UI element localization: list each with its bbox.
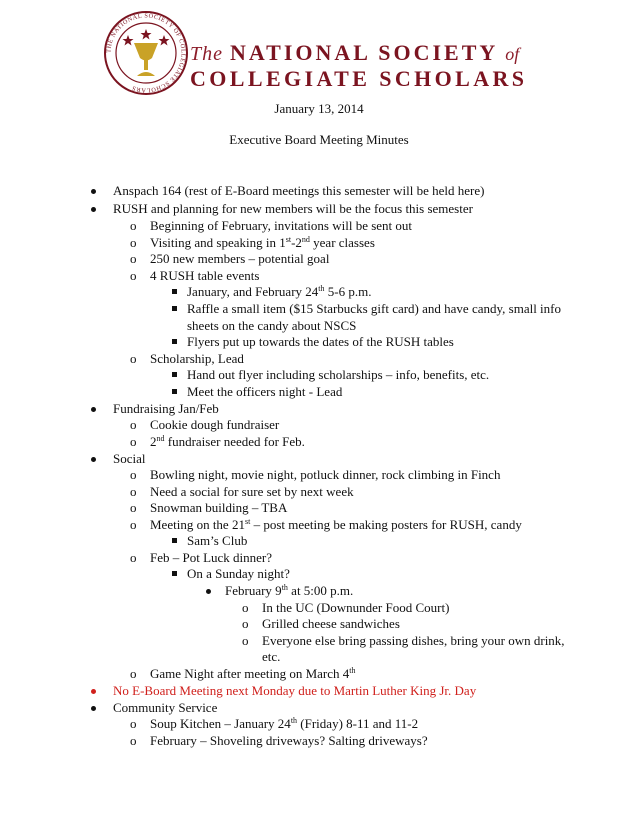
bullet-circle-icon: o — [130, 666, 137, 681]
bullet-circle-icon: o — [130, 351, 137, 366]
bullet-circle-icon: o — [130, 550, 137, 565]
list-item: January, and February 24th 5-6 p.m. — [187, 284, 371, 300]
bullet-circle-icon: o — [130, 268, 137, 283]
bullet-dot-icon — [91, 189, 96, 194]
list-item: o Bowling night, movie night, potluck dinner, rock climbing in Finch — [130, 467, 501, 482]
list-item: o 250 new members – potential goal — [130, 251, 330, 266]
list-item: o Game Night after meeting on March 4th — [130, 666, 356, 681]
bullet-circle-icon: o — [130, 434, 137, 449]
bullet-square-icon — [172, 538, 177, 543]
org-name-top: NATIONAL SOCIETY — [230, 40, 499, 65]
bullet-circle-icon: o — [130, 235, 137, 250]
list-item-continued: etc. — [262, 649, 281, 664]
society-seal-logo — [103, 10, 189, 96]
list-item: o Cookie dough fundraiser — [130, 417, 280, 432]
bullet-square-icon — [172, 289, 177, 294]
list-item: Raffle a small item ($15 Starbucks gift card) and have candy, small info — [187, 301, 561, 317]
list-item: RUSH and planning for new members will be the focus this semester — [113, 201, 473, 217]
list-item-highlight: No E-Board Meeting next Monday due to Martin Luther King Jr. Day — [113, 683, 476, 699]
list-item: On a Sunday night? — [187, 566, 290, 582]
bullet-square-icon — [172, 372, 177, 377]
bullet-circle-icon: o — [130, 251, 137, 266]
bullet-circle-icon: o — [242, 633, 249, 648]
list-item: o Meeting on the 21st – post meeting be making posters for RUSH, candy — [130, 517, 522, 532]
org-name-line-1 — [190, 40, 519, 66]
org-of: of — [505, 44, 520, 64]
bullet-square-icon — [172, 339, 177, 344]
list-item: o Feb – Pot Luck dinner? — [130, 550, 273, 565]
list-item: Meet the officers night - Lead — [187, 384, 342, 400]
list-item: o 4 RUSH table events — [130, 268, 260, 283]
list-item: Social — [113, 451, 146, 467]
list-item: Anspach 164 (rest of E-Board meetings this semester will be held here) — [113, 183, 484, 199]
bullet-dot-icon — [206, 589, 211, 594]
list-item: o 2nd fundraiser needed for Feb. — [130, 434, 305, 449]
org-name-line-2: COLLEGIATE SCHOLARS — [190, 66, 528, 91]
bullet-circle-icon: o — [130, 716, 137, 731]
list-item: Community Service — [113, 700, 217, 716]
list-item: Sam’s Club — [187, 533, 247, 549]
bullet-circle-icon: o — [130, 484, 137, 499]
bullet-square-icon — [172, 389, 177, 394]
meeting-date: January 13, 2014 — [274, 101, 364, 116]
list-item: o Scholarship, Lead — [130, 351, 244, 366]
bullet-circle-icon: o — [130, 517, 137, 532]
list-item: February 9th at 5:00 p.m. — [225, 583, 353, 599]
bullet-circle-icon: o — [130, 218, 137, 233]
bullet-dot-icon — [91, 706, 96, 711]
bullet-circle-icon: o — [130, 733, 137, 748]
list-item: o Need a social for sure set by next week — [130, 484, 354, 499]
bullet-circle-icon: o — [242, 616, 249, 631]
org-the: The — [190, 43, 223, 65]
list-item: o Beginning of February, invitations will be sent out — [130, 218, 413, 233]
list-item: Flyers put up towards the dates of the RUSH tables — [187, 334, 454, 350]
bullet-dot-icon — [91, 689, 96, 694]
list-item: o Visiting and speaking in 1st-2nd year classes — [130, 235, 375, 250]
bullet-dot-icon — [91, 207, 96, 212]
bullet-dot-icon — [91, 457, 96, 462]
list-item: o Everyone else bring passing dishes, bring your own drink, — [242, 633, 565, 648]
list-item: o In the UC (Downunder Food Court) — [242, 600, 450, 615]
list-item: o Snowman building – TBA — [130, 500, 288, 515]
bullet-square-icon — [172, 571, 177, 576]
list-item-continued: sheets on the candy about NSCS — [187, 318, 357, 333]
list-item: o February – Shoveling driveways? Salting driveways? — [130, 733, 428, 748]
bullet-circle-icon: o — [130, 500, 137, 515]
bullet-square-icon — [172, 306, 177, 311]
bullet-dot-icon — [91, 407, 96, 412]
list-item: Fundraising Jan/Feb — [113, 401, 219, 417]
bullet-circle-icon: o — [242, 600, 249, 615]
document-title: Executive Board Meeting Minutes — [229, 132, 409, 147]
bullet-circle-icon: o — [130, 417, 137, 432]
list-item: o Grilled cheese sandwiches — [242, 616, 400, 631]
bullet-circle-icon: o — [130, 467, 137, 482]
svg-text:THE NATIONAL SOCIETY OF COLLEG: THE NATIONAL SOCIETY OF COLLEGIATE SCHOLARS — [105, 12, 187, 94]
list-item: Hand out flyer including scholarships – info, benefits, etc. — [187, 367, 489, 383]
list-item: o Soup Kitchen – January 24th (Friday) 8-11 and 11-2 — [130, 716, 419, 731]
